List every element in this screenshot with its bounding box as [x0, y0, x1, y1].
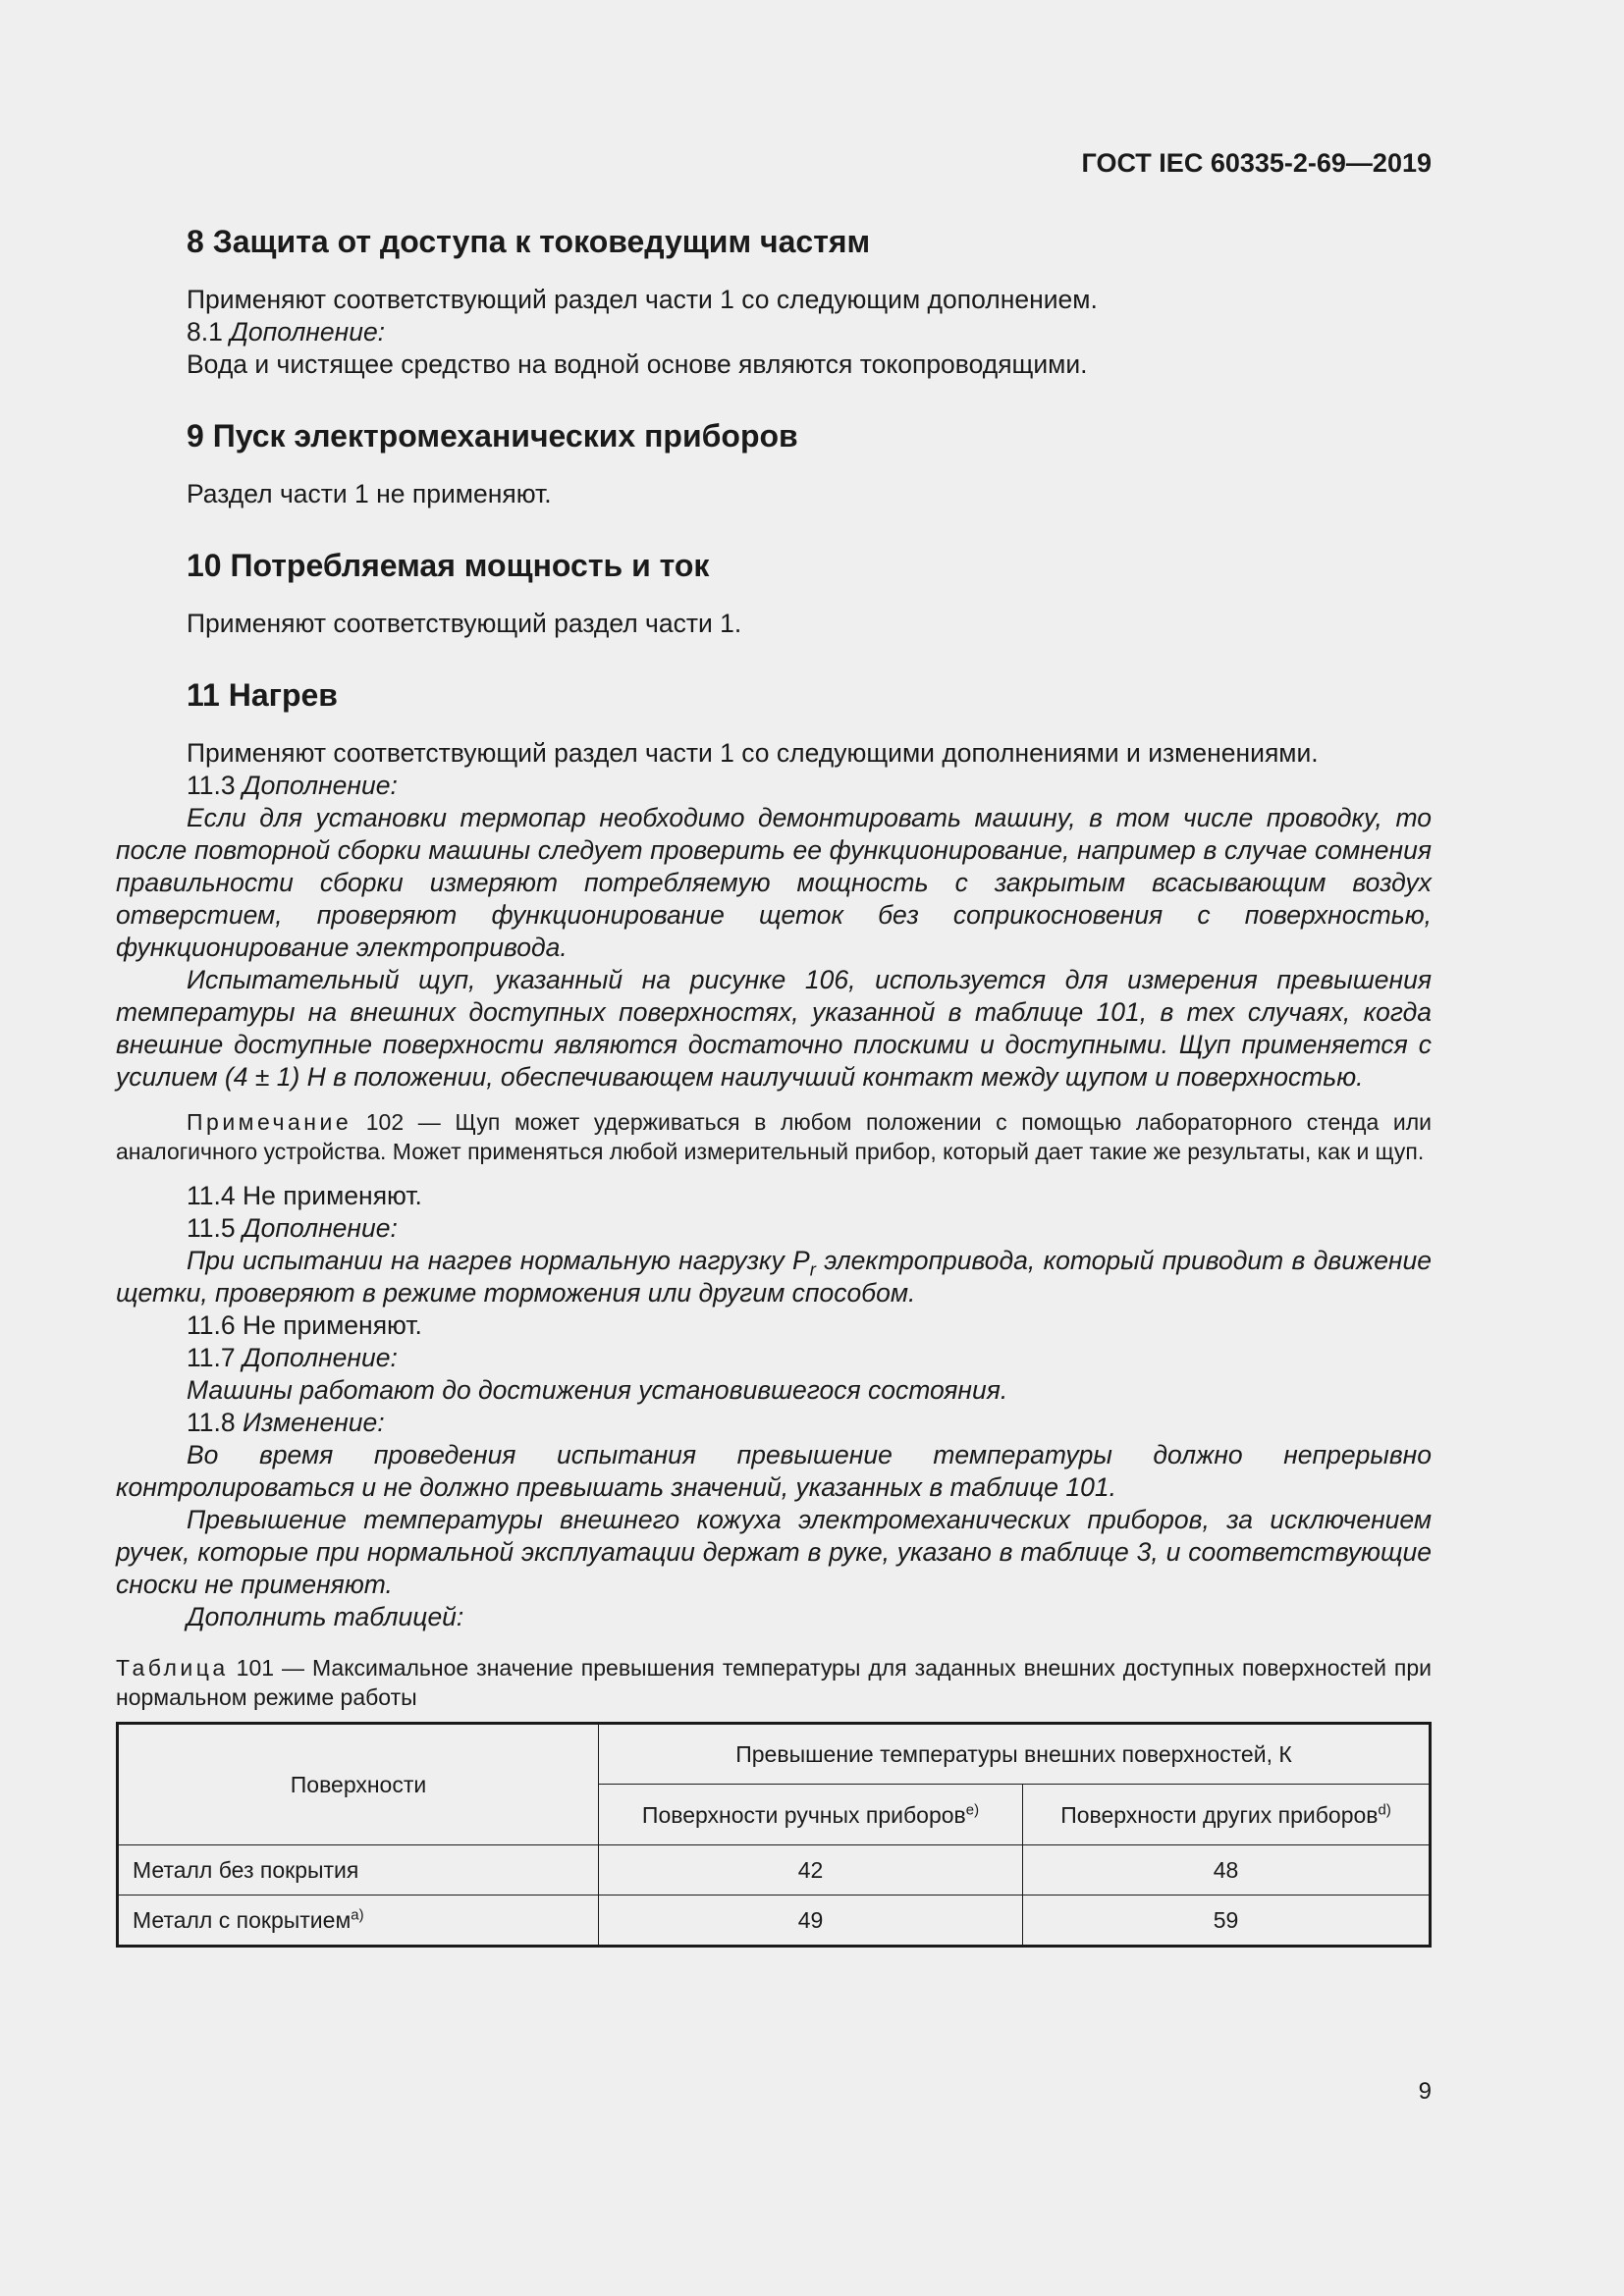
clause-number: 8.1 — [187, 317, 223, 347]
section-8-heading: 8 Защита от доступа к токоведущим частям — [187, 224, 871, 259]
clause-8-1 — [116, 316, 1432, 348]
table-caption-text: 101 — Максимальное значение превышения температуры для заданных внешних доступных поверхностей при нормальном режиме работы — [116, 1655, 1432, 1710]
document-id: ГОСТ IEC 60335-2-69—2019 — [1081, 148, 1432, 178]
section-11-paragraph: Применяют соответствующий раздел части 1 со следующими дополнениями и изменениями. — [187, 738, 1319, 768]
table-header-row — [118, 1724, 1431, 1785]
footnote-mark: a) — [351, 1906, 364, 1924]
table-caption-label: Таблица — [116, 1655, 229, 1681]
clause-label: Дополнение: — [230, 317, 386, 347]
clause-11-8 — [116, 1407, 1432, 1439]
cell-other: 59 — [1023, 1896, 1431, 1947]
clause-label: Изменение: — [243, 1408, 385, 1437]
section-10-body — [116, 608, 1432, 640]
temperature-table — [116, 1722, 1432, 1948]
cell-surface — [118, 1845, 599, 1896]
cell-other: 48 — [1023, 1845, 1431, 1896]
section-9-paragraph: Раздел части 1 не применяют. — [187, 479, 552, 508]
note-text: 102 — Щуп может удерживаться в любом положении с помощью лабораторного стенда или аналогичного устройства. Может применяться любой измерительный прибор, который дает такие же результаты, как и щуп. — [116, 1109, 1432, 1164]
section-8-paragraph: Вода и чистящее средство на водной основе являются токопроводящими. — [187, 349, 1088, 379]
clause-11-3-text: Если для установки термопар необходимо демонтировать машину, в том числе проводку, то после повторной сборки машины следует проверить ее функционирование, например в случае сомнения правильности сборки измеряют потребляемую мощность с закрытым всасывающим воздух отверстием, проверяют функционирование щеток без соприкосновения с поверхностью, функционирование электропривода. — [116, 803, 1432, 962]
clause-11-5-text — [116, 1245, 1432, 1309]
table-row — [118, 1845, 1431, 1896]
cell-surface — [118, 1896, 599, 1947]
section-11-body — [116, 737, 1432, 1633]
text-fragment: При испытании на нагрев нормальную нагрузку P — [187, 1246, 810, 1275]
clause-11-3 — [116, 770, 1432, 802]
clause-11-8-text: Во время проведения испытания превышение температуры должно непрерывно контролироваться и не должно превышать значений, указанных в таблице 101. — [116, 1440, 1432, 1502]
clause-11-8-text: Дополнить таблицей: — [187, 1602, 464, 1631]
cell-text: Металл без покрытия — [133, 1857, 359, 1883]
subscript: r — [809, 1258, 816, 1280]
clause-11-5 — [116, 1212, 1432, 1245]
section-10-heading: 10 Потребляемая мощность и ток — [187, 548, 710, 583]
clause-label: Дополнение: — [243, 1213, 398, 1243]
cell-hand: 42 — [599, 1845, 1023, 1896]
column-header-hand — [599, 1785, 1023, 1845]
clause-11-8-text: Превышение температуры внешнего кожуха электромеханических приборов, за исключением ручек, которые при нормальной эксплуатации держат в руке, указано в таблице 3, и соответствующие сноски не применяют. — [116, 1505, 1432, 1599]
clause-number: 11.8 — [187, 1408, 236, 1437]
header-text: Поверхности других приборов — [1060, 1801, 1379, 1828]
header-text: Поверхности ручных приборов — [641, 1801, 966, 1828]
note-102 — [116, 1107, 1432, 1166]
clause-number: 11.5 — [187, 1213, 236, 1243]
table-row — [118, 1896, 1431, 1947]
note-label: Примечание — [187, 1109, 352, 1135]
section-9-body — [116, 478, 1432, 510]
clause-number: 11.3 — [187, 771, 236, 800]
clause-label: Дополнение: — [243, 1343, 398, 1372]
section-8-body — [116, 284, 1432, 381]
footnote-mark: e) — [965, 1800, 980, 1818]
section-10-paragraph: Применяют соответствующий раздел части 1. — [187, 609, 742, 638]
cell-text: Металл с покрытием — [133, 1907, 352, 1933]
clause-11-7 — [116, 1342, 1432, 1374]
table-caption — [116, 1653, 1432, 1712]
clause-11-6: 11.6 Не применяют. — [187, 1310, 422, 1340]
page-number: 9 — [1418, 2078, 1432, 2105]
footnote-mark: d) — [1378, 1800, 1391, 1818]
column-header-group: Превышение температуры внешних поверхностей, К — [599, 1724, 1431, 1785]
cell-hand: 49 — [599, 1896, 1023, 1947]
clause-number: 11.7 — [187, 1343, 236, 1372]
clause-11-4: 11.4 Не применяют. — [187, 1181, 422, 1210]
column-header-other — [1023, 1785, 1431, 1845]
column-header-surfaces: Поверхности — [118, 1724, 599, 1845]
section-8-paragraph: Применяют соответствующий раздел части 1 со следующим дополнением. — [187, 285, 1098, 314]
section-9-heading: 9 Пуск электромеханических приборов — [187, 418, 798, 454]
text-fragment: электропривода, который приводит в движение щетки, проверяют в режиме торможения или другим способом. — [116, 1246, 1432, 1308]
section-11-heading: 11 Нагрев — [187, 677, 338, 713]
clause-11-3-text: Испытательный щуп, указанный на рисунке 106, используется для измерения превышения температуры на внешних доступных поверхностях, указанной в таблице 101, в тех случаях, когда внешние доступные поверхности являются достаточно плоскими и доступными. Щуп применяется с усилием (4 ± 1) Н в положении, обеспечивающем наилучший контакт между щупом и поверхностью. — [116, 965, 1432, 1092]
page-content — [116, 212, 1432, 1948]
clause-label: Дополнение: — [243, 771, 398, 800]
clause-11-7-text: Машины работают до достижения установившегося состояния. — [187, 1375, 1008, 1405]
